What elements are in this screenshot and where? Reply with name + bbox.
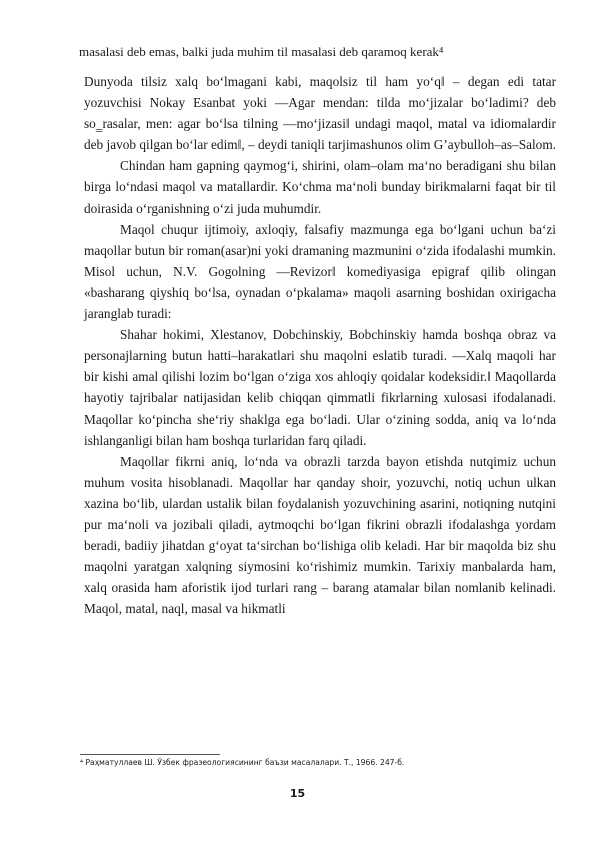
footnote-divider <box>80 754 220 755</box>
footnote: ⁴ Раҳматуллаев Ш. Ўзбек фразеологиясининг баъзи масалалари. Т., 1966. 247-б. <box>80 758 405 767</box>
paragraph-5: Maqollar fikrni aniq, lo‘nda va obrazli tarzda bayon etishda nutqimiz uchun muhum vosita hisoblanadi. Maqollar har qanday shoir, yozuvchi, notiq uchun ulkan xazina bo‘lib, ulardan ustalik bilan foydalanish yozuvchining asarini, notiqning nutqini pur ma‘noli va jozibali qiladi, aytmoqchi bo‘lgan fikrini obrazli ifodalashga yordam beradi, badiiy jihatdan g‘oyat ta‘sirchan bo‘lishiga olib keladi. Har bir maqolda biz shu maqolni yaratgan xalqning siymosini ko‘rishimiz mumkin. Tarixiy manbalarda ham, xalq orasida ham aforistik ijod turlari rang – barang atamalar bilan nomlanib kelinadi. Maqol, matal, naql, masal va hikmatli <box>84 453 556 617</box>
paragraph-4: Shahar hokimi, Xlestanov, Dobchinskiy, Bobchinskiy hamda boshqa obraz va personajlarning butun hatti–harakatlari shu maqolni eslatib turadi. ―Xalq maqoli har bir kishi amal qilishi lozim bo‘lgan o‘ziga xos ahloqiy qoidalar kodeksidir.‖ Maqollarda hayotiy tajribalar natijasidan kelib chiqqan qimmatli fikrlarning xulosasi ifodalanadi. Maqollar ko‘pincha she‘riy shaklga ega bo‘ladi. Ular o‘zining sodda, aniq va lo‘nda ishlanganligi bilan ham boshqa turlaridan farq qiladi. <box>84 327 556 448</box>
paragraph-3: Maqol chuqur ijtimoiy, axloqiy, falsafiy mazmunga ega bo‘lgani uchun ba‘zi maqollar butun bir roman(asar)ni yoki dramaning mazmunini o‘zida ifodalashi mumkin. Misol uchun, N.V. Gogolning ―Revizor‖ komediyasiga epigraf qilib olingan «basharang qiyshiq bo‘lsa, oynadan o‘pkalama» maqoli asarning boshidan oxirigacha jaranglab turadi: <box>84 221 556 322</box>
paragraph-2: Chindan ham gapning qaymog‘i, shirini, olam–olam ma‘no beradigani shu bilan birga lo‘ndasi maqol va matallardir. Ko‘chma ma‘noli bunday birikmalarni faqat bir til doirasida o‘rganishning o‘zi juda muhumdir. <box>84 158 556 216</box>
top-continuation-line: masalasi deb emas, balki juda muhim til masalasi deb qaramoq kerak⁴ <box>79 44 444 59</box>
body-text <box>84 71 556 619</box>
paragraph-1: Dunyoda tilsiz xalq bo‘lmagani kabi, maqolsiz til ham yo‘q‖ – degan edi tatar yozuvchisi Nokay Esanbat yoki ―Agar mendan: tilda mo‘jizalar bo‘ladimi? deb so‗rasalar, men: agar bo‘lsa tilning ―mo‘jizasi‖ undagi maqol, matal va idiomalardir deb javob qilgan bo‘lar edim‖, – deydi taniqli tarjimashunos olim G’aybulloh–as–Salom. <box>84 74 557 153</box>
page-number: 15 <box>289 787 306 800</box>
